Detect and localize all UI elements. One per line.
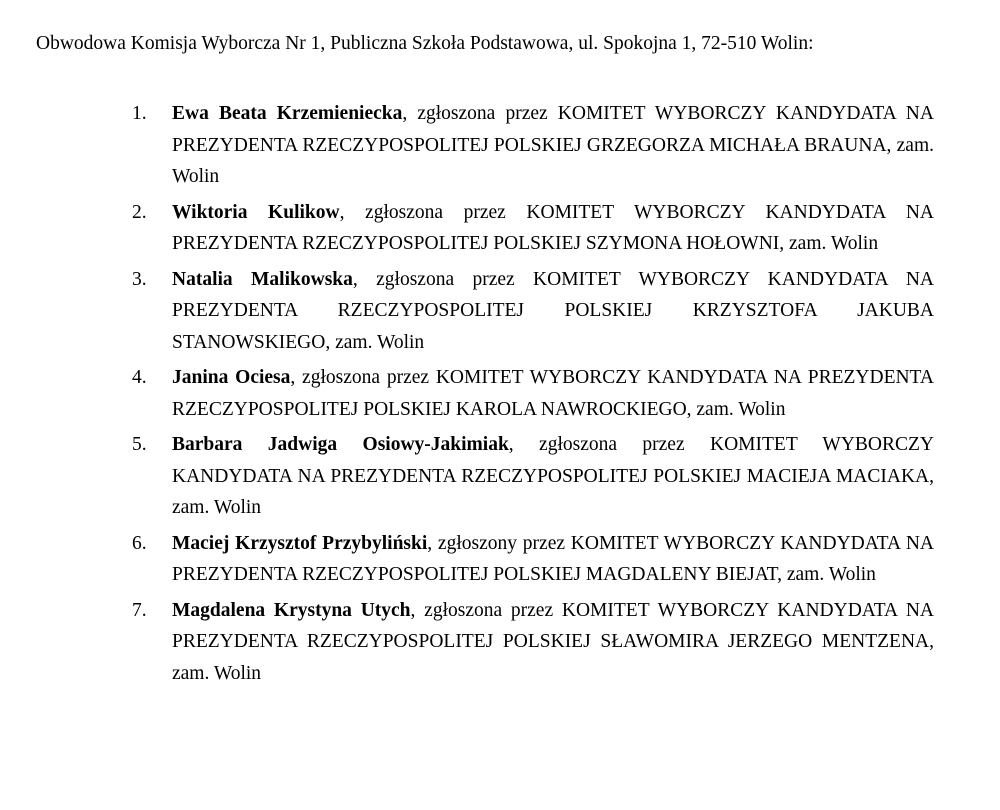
member-name: Wiktoria Kulikow — [172, 201, 340, 223]
commission-header: Obwodowa Komisja Wyborcza Nr 1, Publiczna Szkoła Podstawowa, ul. Spokojna 1, 72-510 Wolin: — [36, 33, 814, 54]
member-number: 1. — [132, 103, 147, 124]
member-number: 3. — [132, 268, 147, 290]
member-name: Maciej Krzysztof Przybyliński — [172, 532, 428, 554]
member-details: , zgłoszony przez KOMITET WYBORCZY KANDYDATA NA PREZYDENTA RZECZYPOSPOLITEJ POLSKIEJ MAGDALENY BIEJAT, zam. Wolin — [172, 532, 934, 585]
member-details: , zgłoszona przez KOMITET WYBORCZY KANDYDATA NA PREZYDENTA RZECZYPOSPOLITEJ POLSKIEJ SZYMONA HOŁOWNI, zam. Wolin — [172, 201, 934, 254]
member-details: , zgłoszona przez KOMITET WYBORCZY KANDYDATA NA PREZYDENTA RZECZYPOSPOLITEJ POLSKIEJ KRZYSZTOFA JAKUBA STANOWSKIEGO, zam. Wolin — [172, 268, 934, 353]
member-item — [132, 197, 934, 260]
member-name: Barbara Jadwiga Osiowy-Jakimiak — [172, 434, 509, 455]
member-item — [132, 98, 934, 193]
member-name: Natalia Malikowska — [172, 268, 353, 290]
member-number: 7. — [132, 599, 147, 621]
members-list — [132, 98, 934, 693]
member-item — [132, 429, 934, 524]
member-number: 4. — [132, 367, 147, 388]
member-details: , zgłoszona przez KOMITET WYBORCZY KANDYDATA NA PREZYDENTA RZECZYPOSPOLITEJ POLSKIEJ MACIEJA MACIAKA, zam. Wolin — [172, 434, 934, 518]
member-item — [132, 264, 934, 359]
member-item — [132, 362, 934, 425]
member-number: 2. — [132, 201, 147, 223]
member-details: , zgłoszona przez KOMITET WYBORCZY KANDYDATA NA PREZYDENTA RZECZYPOSPOLITEJ POLSKIEJ GRZEGORZA MICHAŁA BRAUNA, zam. Wolin — [172, 103, 934, 187]
member-details: , zgłoszona przez KOMITET WYBORCZY KANDYDATA NA PREZYDENTA RZECZYPOSPOLITEJ POLSKIEJ SŁAWOMIRA JERZEGO MENTZENA, zam. Wolin — [172, 599, 934, 684]
member-name: Magdalena Krystyna Utych — [172, 599, 411, 621]
member-details: , zgłoszona przez KOMITET WYBORCZY KANDYDATA NA PREZYDENTA RZECZYPOSPOLITEJ POLSKIEJ KAROLA NAWROCKIEGO, zam. Wolin — [172, 367, 934, 420]
member-name: Janina Ociesa — [172, 367, 291, 388]
member-item — [132, 528, 934, 591]
member-number: 6. — [132, 532, 147, 554]
member-item — [132, 595, 934, 690]
member-name: Ewa Beata Krzemieniecka — [172, 103, 403, 124]
member-number: 5. — [132, 434, 147, 455]
